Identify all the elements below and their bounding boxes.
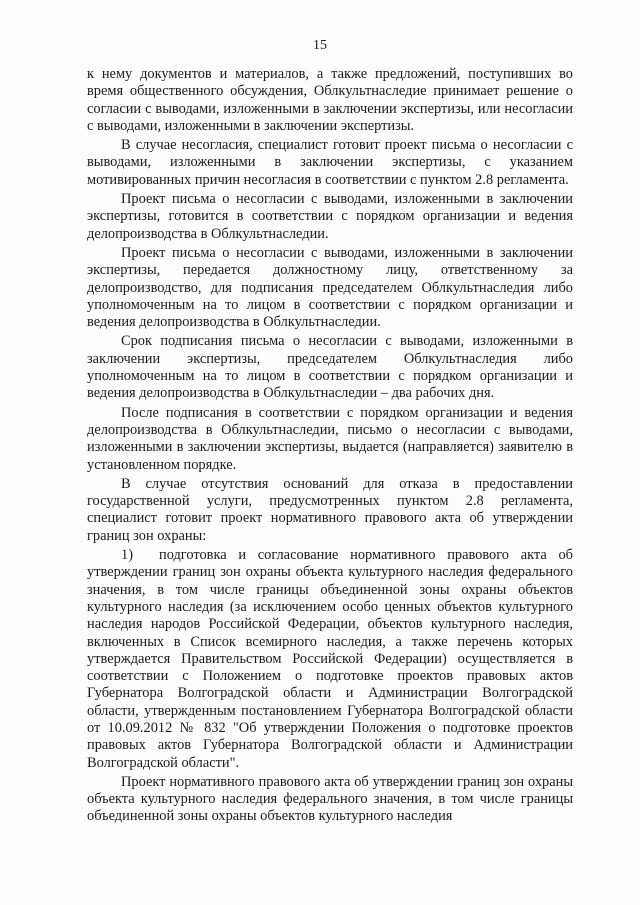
page-number: 15 <box>313 38 327 53</box>
paragraph-signing-deadline: Срок подписания письма о несогласии с выводами, изложенными в заключении экспертизы, председателем Облкультнаследия либо уполномоченным на то лицом в соответствии с порядком организации и ведения делопроизводства в Облкультнаследии – два рабочих дня. <box>87 333 573 402</box>
paragraph-letter-transfer: Проект письма о несогласии с выводами, изложенными в заключении экспертизы, передается должностному лицу, ответственному за делопроизводство, для подписания председателем Облкультнаследия либо уполномоченным на то лицом в соответствии с порядком организации и ведения делопроизводства в Облкультнаследии. <box>87 244 573 331</box>
paragraph-draft-act: Проект нормативного правового акта об утверждении границ зон охраны объекта культурного наследия федерального значения, в том числе границы объединенной зоны охраны объектов культурного наследия <box>87 773 573 825</box>
paragraph-disagreement-case: В случае несогласия, специалист готовит проект письма о несогласии с выводами, изложенными в заключении экспертизы, с указанием мотивированных причин несогласия в соответствии с пунктом 2.8 регламента. <box>87 137 573 188</box>
paragraph-letter-preparation: Проект письма о несогласии с выводами, изложенными в заключении экспертизы, готовится в соответствии с порядком организации и ведения делопроизводства в Облкультнаследии. <box>87 191 573 242</box>
paragraph-no-refusal-grounds: В случае отсутствия оснований для отказа в предоставлении государственной услуги, предусмотренных пунктом 2.8 регламента, специалист готовит проект нормативного правового акта об утверждении границ зон охраны: <box>87 475 573 544</box>
list-item-text: подготовка и согласование нормативного правового акта об утверждении границ зон охраны объекта культурного наследия федерального значения, в том числе границы объединенной зоны охраны объектов культурного наследия (за исключением особо ценных объектов культурного наследия народов Российской Федерации, объектов культурного наследия, включенных в Список всемирного наследия, а также перечень которых утверждается Правительством Российской Федерации) осуществляется в соответствии с Положением о подготовке проектов правовых актов Губернатора Волгоградской области и Администрации Волгоградской области, утвержденным постановлением Губернатора Волгоградской области от 10.09.2012 № 832 "Об утверждении Положения о подготовке проектов правовых актов Губернатора Волгоградской области и Администрации Волгоградской области". <box>87 547 573 771</box>
list-item-1 <box>87 547 573 772</box>
paragraph-continuation: к нему документов и материалов, а также предложений, поступивших во время общественного обсуждения, Облкультнаследие принимает решение о согласии с выводами, изложенными в заключении экспертизы, или несогласии с выводами, изложенными в заключении экспертизы. <box>87 66 573 134</box>
list-item-number: 1) <box>121 547 133 564</box>
paragraph-letter-issuance: После подписания в соответствии с порядком организации и ведения делопроизводства в Облкультнаследии, письмо о несогласии с выводами, изложенными в заключении экспертизы, выдается (направляется) заявителю в установленном порядке. <box>87 404 573 473</box>
document-body <box>87 66 573 826</box>
